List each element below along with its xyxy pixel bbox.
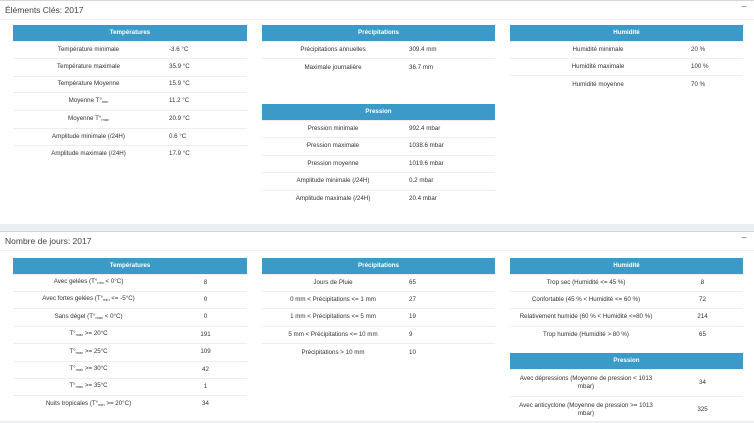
table-row: Précipitations > 10 mm 10 [262, 343, 495, 361]
table-row: $T^\circ_{max} >= 30^\circ C$ 42 [13, 361, 247, 378]
table-row: Amplitude minimale (/24H) 0.2 mbar [262, 172, 495, 190]
temperatures-table [13, 25, 247, 162]
table-row: Confortable (45 % < Humidité <= 60 %) 72 [510, 291, 743, 308]
table-row: Amplitude maximale (/24H) 20.4 mbar [262, 190, 495, 207]
mean-tmin-label: Moyenne $T^\circ_{min}$ [13, 92, 164, 110]
humidity-table [510, 25, 743, 93]
table-row: Avec dépressions (Moyenne de pression < 1013 mbar) 34 [510, 369, 743, 396]
table-row: Température Moyenne 15.9 °C [13, 76, 247, 92]
table-row: Humidité minimale 20 % [510, 41, 743, 58]
table-row: Moyenne $T^\circ_{max}$ 20.9 °C [13, 110, 247, 128]
pressure-header: Pression [262, 104, 495, 120]
table-row: Pression maximale 1038.6 mbar [262, 137, 495, 155]
days-header [0, 232, 754, 251]
collapse-icon[interactable]: − [741, 2, 747, 13]
table-row: Avec gelées $(T^\circ_{min} < 0^\circ C)$ 8 [13, 274, 247, 291]
key-elements-header [0, 1, 754, 20]
table-row: 5 mm < Précipitations <= 10 mm 9 [262, 326, 495, 343]
days-precipitations-table [262, 258, 495, 361]
days-pressure-table [510, 353, 743, 423]
table-row: Nuits tropicales $(T^\circ_{min} >= 20^\circ C)$ 34 [13, 395, 247, 412]
table-row: Pression minimale 992.4 mbar [262, 120, 495, 137]
humidity-header: Humidité [510, 25, 743, 41]
table-row: Pression moyenne 1019.6 mbar [262, 155, 495, 172]
table-row: Température maximale 35.9 °C [13, 58, 247, 76]
table-row: Amplitude maximale (/24H) 17.9 °C [13, 145, 247, 162]
table-row: 1 mm < Précipitations <= 5 mm 19 [262, 308, 495, 326]
mean-tmax-label: Moyenne $T^\circ_{max}$ [13, 110, 164, 128]
collapse-icon[interactable]: − [741, 233, 747, 244]
table-row: Trop humide (Humidité > 80 %) 65 [510, 326, 743, 343]
table-row: Température minimale -3.6 °C [13, 41, 247, 58]
table-row: 0 mm < Précipitations <= 1 mm 27 [262, 291, 495, 308]
pressure-table [262, 104, 495, 207]
days-humidity-header: Humidité [510, 258, 743, 274]
table-row: Relativement humide (60 % < Humidité <=80 %) 214 [510, 308, 743, 326]
table-row: $T^\circ_{max} >= 20^\circ C$ 191 [13, 326, 247, 343]
key-elements-title: Éléments Clés: 2017 [5, 5, 84, 15]
days-humidity-table [510, 258, 743, 343]
table-row: Humidité moyenne 70 % [510, 75, 743, 93]
table-row: Humidité maximale 100 % [510, 58, 743, 75]
days-temperatures-header: Températures [13, 258, 247, 274]
precipitations-header: Précipitations [262, 25, 495, 41]
days-pressure-header: Pression [510, 353, 743, 369]
table-row: Précipitations annuelles 309.4 mm [262, 41, 495, 58]
days-precipitations-header: Précipitations [262, 258, 495, 274]
precipitations-table [262, 25, 495, 76]
table-row: Trop sec (Humidité <= 45 %) 8 [510, 274, 743, 291]
days-panel [0, 231, 754, 421]
days-temperatures-table [13, 258, 247, 412]
temperatures-header: Températures [13, 25, 247, 41]
table-row: Maximale journalière 36.7 mm [262, 58, 495, 76]
table-row: $T^\circ_{max} >= 35^\circ C$ 1 [13, 378, 247, 395]
days-title: Nombre de jours: 2017 [5, 236, 92, 246]
table-row: Avec fortes gelées $(T^\circ_{min} <= -5^\circ C)$ 0 [13, 291, 247, 308]
table-row: Amplitude minimale (/24H) 0.6 °C [13, 128, 247, 145]
table-row: $T^\circ_{max} >= 25^\circ C$ 109 [13, 343, 247, 361]
table-row: Jours de Pluie 65 [262, 274, 495, 291]
table-row: Sans dégel $(T^\circ_{max} < 0^\circ C)$ 0 [13, 308, 247, 326]
table-row: Avec anticyclone (Moyenne de pression >= 1013 mbar) 325 [510, 396, 743, 423]
table-row: Moyenne $T^\circ_{min}$ 11.2 °C [13, 92, 247, 110]
